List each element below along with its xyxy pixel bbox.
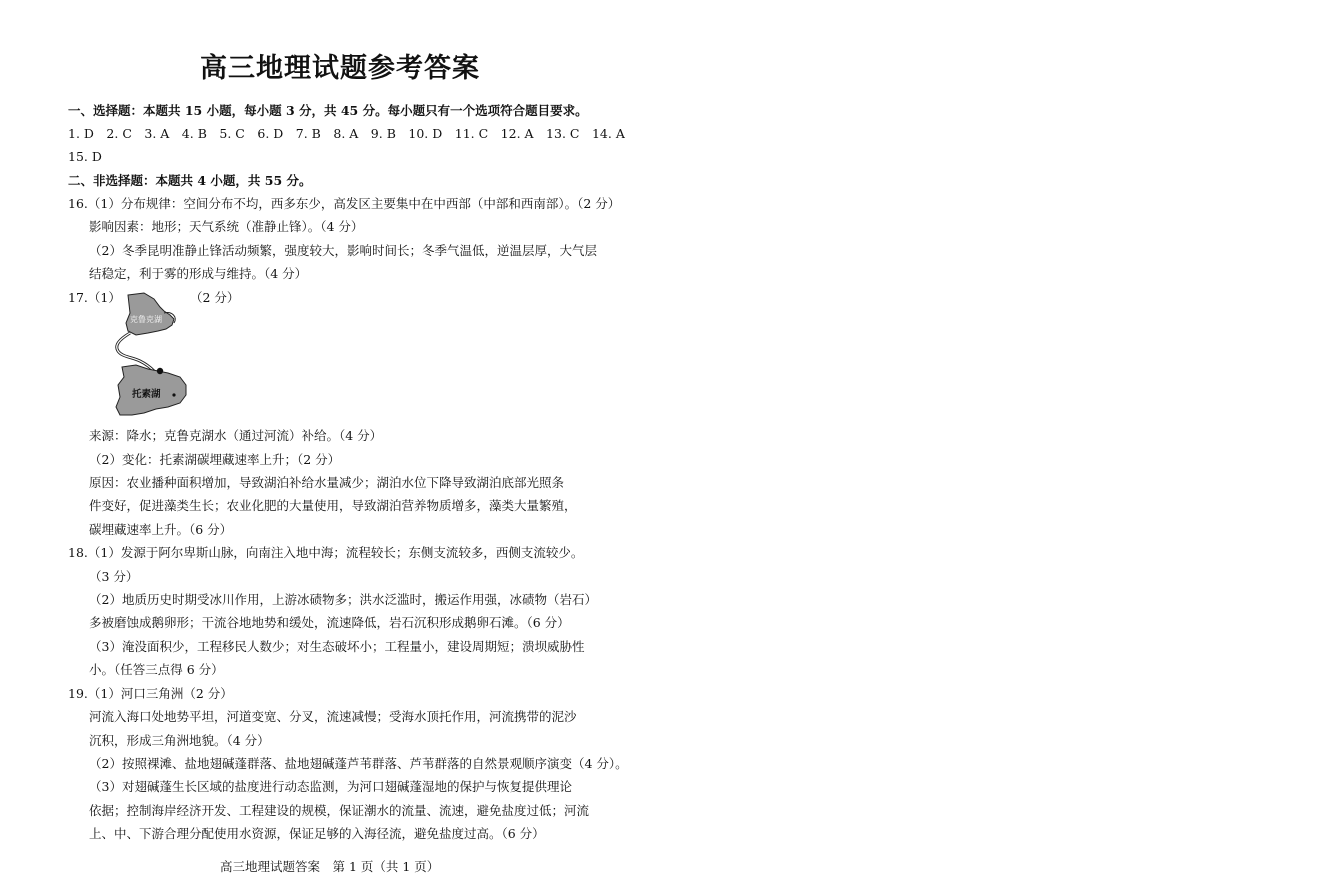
upper-lake-shape [126, 293, 174, 335]
q16-line3: （2）冬季昆明准静止锋活动频繁，强度较大，影响时间长；冬季气温低，逆温层厚，大气层 [89, 243, 597, 258]
choice-answers-line2: 15. D [68, 149, 102, 164]
q18-line1: 18.（1）发源于阿尔卑斯山脉，向南注入地中海；流程较长；东侧支流较多，西侧支流较少。 [68, 545, 584, 560]
section2-heading: 二、非选择题：本题共 4 小题，共 55 分。 [68, 173, 312, 188]
q19-line5: （3）对翅碱蓬生长区域的盐度进行动态监测，为河口翅碱蓬湿地的保护与恢复提供理论 [89, 779, 572, 794]
q17-number: 17.（1） [68, 290, 121, 305]
q17-line5: 碳埋藏速率上升。（6 分） [89, 522, 233, 537]
q19-line1: 19.（1）河口三角洲（2 分） [68, 686, 233, 701]
q16-line2: 影响因素：地形；天气系统（准静止锋）。（4 分） [89, 219, 364, 234]
location-dot-small [172, 393, 175, 396]
q17-line2: （2）变化：托素湖碳埋藏速率上升；（2 分） [89, 452, 341, 467]
q18-line3: （2）地质历史时期受冰川作用，上游冰碛物多；洪水泛滥时，搬运作用强，冰碛物（岩石） [89, 592, 597, 607]
q17-line4: 件变好，促进藻类生长；农业化肥的大量使用，导致湖泊营养物质增多，藻类大量繁殖， [89, 498, 577, 513]
page-footer: 高三地理试题答案 第 1 页（共 1 页） [220, 859, 440, 874]
section1-heading: 一、选择题：本题共 15 小题，每小题 3 分，共 45 分。每小题只有一个选项符合题目要求。 [68, 103, 588, 118]
q19-line3: 沉积，形成三角洲地貌。（4 分） [89, 733, 270, 748]
q18-line2: （3 分） [89, 569, 139, 584]
choice-answers-line1: 1. D 2. C 3. A 4. B 5. C 6. D 7. B 8. A 9. B 10. D 11. C 12. A 13. C 14. A [68, 126, 625, 141]
q18-line6: 小。（任答三点得 6 分） [89, 662, 224, 677]
q19-line4: （2）按照裸滩、盐地翅碱蓬群落、盐地翅碱蓬芦苇群落、芦苇群落的自然景观顺序演变（4 分）。 [89, 756, 628, 771]
q19-line7: 上、中、下游合理分配使用水资源，保证足够的入海径流，避免盐度过高。（6 分） [89, 826, 545, 841]
q18-line5: （3）淹没面积少，工程移民人数少；对生态破坏小；工程量小，建设周期短；溃坝威胁性 [89, 639, 585, 654]
q19-line6: 依据；控制海岸经济开发、工程建设的规模，保证潮水的流量、流速，避免盐度过低；河流 [89, 803, 590, 818]
document-title: 高三地理试题参考答案 [200, 53, 480, 84]
lower-lake-label: 托素湖 [132, 389, 161, 400]
q18-line4: 多被磨蚀成鹅卵形；干流谷地地势和缓处，流速降低，岩石沉积形成鹅卵石滩。（6 分） [89, 615, 570, 630]
q17-score: （2 分） [190, 290, 240, 305]
q19-line2: 河流入海口处地势平坦，河道变宽、分叉，流速减慢；受海水顶托作用，河流携带的泥沙 [89, 709, 577, 724]
q17-line1: 来源：降水；克鲁克湖水（通过河流）补给。（4 分） [89, 428, 383, 443]
q16-line1: 16.（1）分布规律：空间分布不均，西多东少，高发区主要集中在中西部（中部和西南部）。（2 分） [68, 196, 621, 211]
q17-line3: 原因：农业播种面积增加，导致湖泊补给水量减少；湖泊水位下降导致湖泊底部光照条 [89, 475, 565, 490]
location-dot [157, 368, 163, 374]
upper-lake-label: 克鲁克湖 [130, 315, 162, 324]
lake-map-figure [108, 291, 192, 419]
q16-line4: 结稳定，利于雾的形成与维持。（4 分） [89, 266, 308, 281]
